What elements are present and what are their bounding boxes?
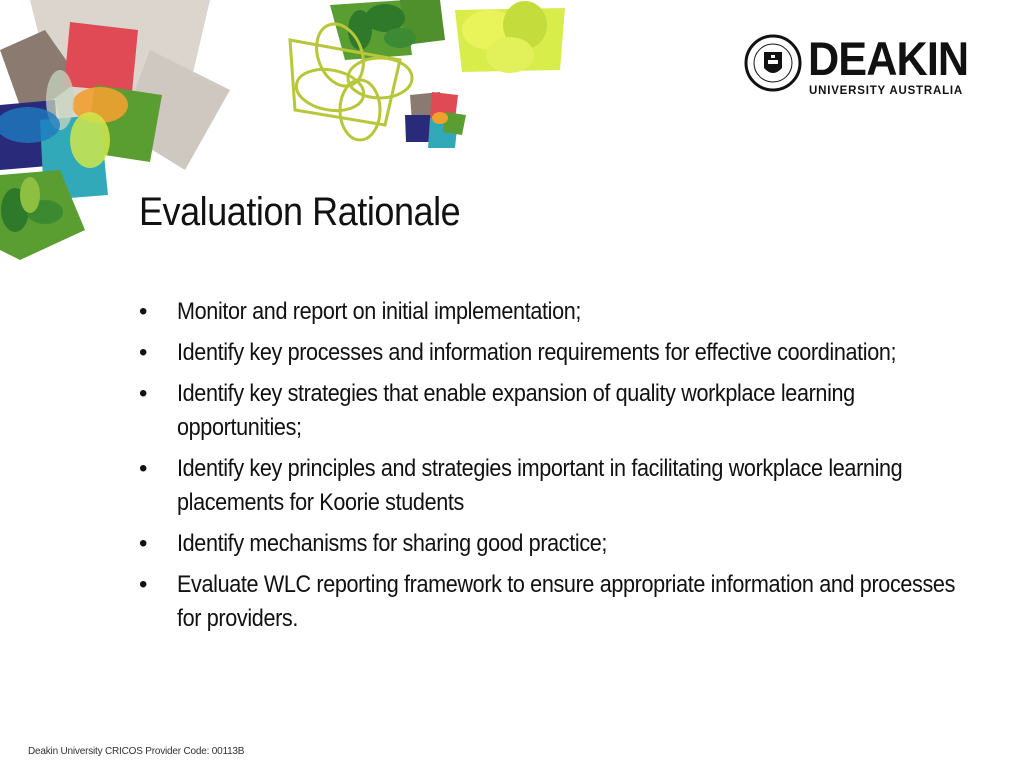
bullet-icon: •	[139, 380, 148, 407]
logo-wordmark: DEAKIN	[808, 32, 969, 85]
bullet-icon: •	[139, 571, 148, 598]
bullet-text: Identify key principles and strategies important in facilitating workplace learning placements for Koorie students	[177, 455, 903, 516]
list-item	[139, 377, 999, 445]
list-item	[139, 295, 999, 329]
bullet-text: Identify key strategies that enable expansion of quality workplace learning opportunities;	[177, 380, 855, 441]
bullet-text: Identify mechanisms for sharing good practice;	[177, 530, 608, 557]
bullet-icon: •	[139, 298, 148, 325]
cricos-footer: Deakin University CRICOS Provider Code: 00113B	[28, 746, 245, 757]
bullet-text: Evaluate WLC reporting framework to ensure appropriate information and processes for providers.	[177, 571, 956, 632]
list-item	[139, 568, 999, 636]
bullet-icon: •	[139, 339, 148, 366]
bullet-list	[139, 295, 999, 643]
logo-subtitle: UNIVERSITY AUSTRALIA	[809, 85, 964, 97]
bullet-icon: •	[139, 455, 148, 482]
slide-title: Evaluation Rationale	[139, 190, 461, 234]
list-item	[139, 336, 999, 370]
list-item	[139, 527, 999, 561]
bullet-icon: •	[139, 530, 148, 557]
deakin-logo	[744, 32, 974, 104]
deakin-crest-icon	[744, 34, 802, 92]
bullet-text: Identify key processes and information requirements for effective coordination;	[177, 339, 897, 366]
list-item	[139, 452, 999, 520]
bullet-text: Monitor and report on initial implementation;	[177, 298, 582, 325]
